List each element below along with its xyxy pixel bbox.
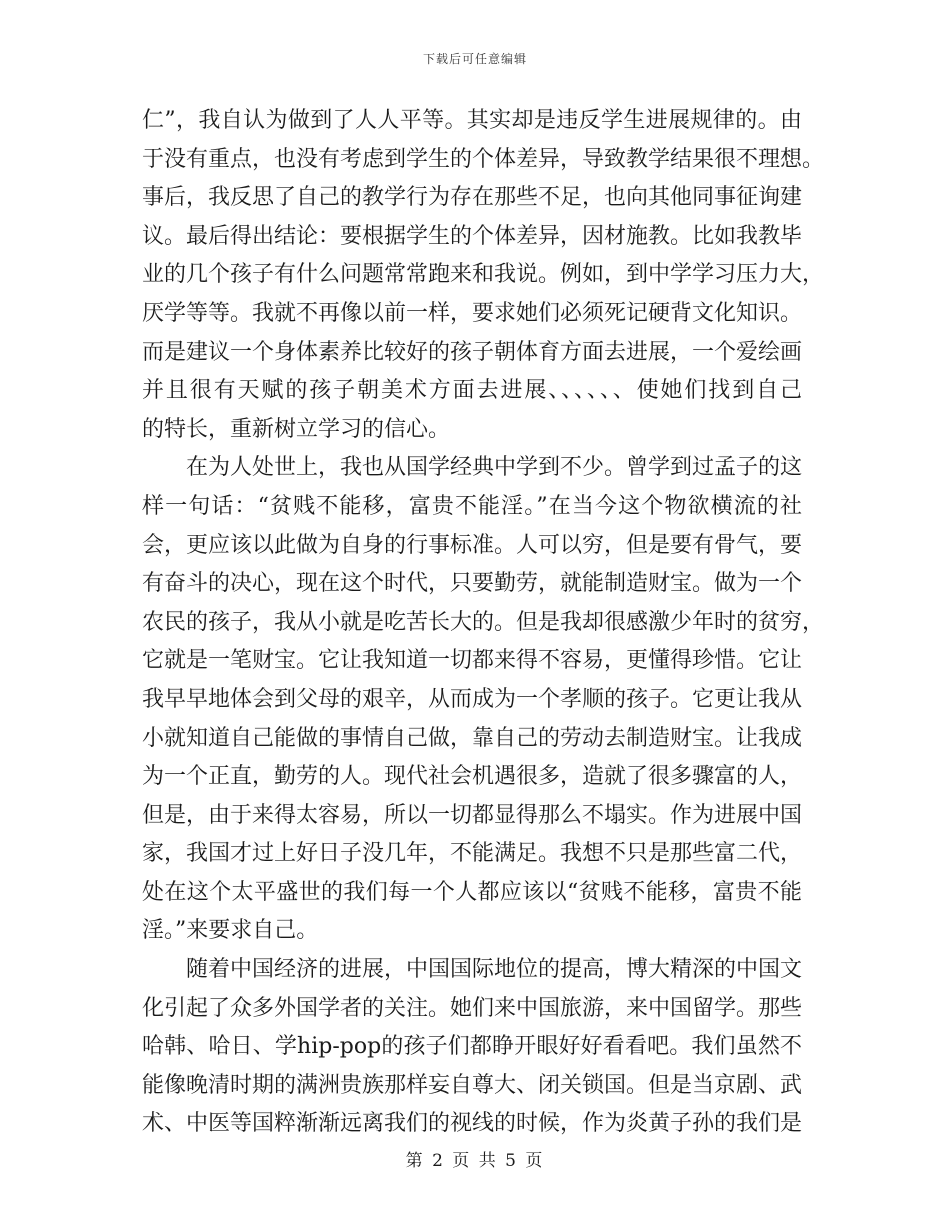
text-line: 我早早地体会到父母的艰辛，从而成为一个孝顺的孩子。它更让我从 xyxy=(142,686,803,712)
text-line: 处在这个太平盛世的我们每一个人都应该以“贫贱不能移，富贵不能 xyxy=(142,879,802,905)
text-line: 厌学等等。我就不再像以前一样，要求她们必须死记硬背文化知识。 xyxy=(142,300,803,326)
text-line: 小就知道自己能做的事情自己做，靠自己的劳动去制造财宝。让我成 xyxy=(142,725,803,751)
page-number-footer: 第 2 页 共 5 页 xyxy=(405,1151,545,1171)
text-line: 在为人处世上，我也从国学经典中学到不少。曾学到过孟子的这 xyxy=(142,455,803,481)
text-line: 有奋斗的决心，现在这个时代，只要勤劳，就能制造财宝。做为一个 xyxy=(142,571,803,597)
text-line: 能像晚清时期的满洲贵族那样妄自尊大、闭关锁国。但是当京剧、武 xyxy=(142,1072,803,1098)
text-line: 但是，由于来得太容易，所以一切都显得那么不塌实。作为进展中国 xyxy=(142,802,803,828)
text-line: 随着中国经济的进展，中国国际地位的提高，博大精深的中国文 xyxy=(142,957,803,983)
text-line: 于没有重点，也没有考虑到学生的个体差异，导致教学结果很不理想。 xyxy=(142,146,825,172)
page-header: 下载后可任意编辑 xyxy=(422,52,527,66)
text-line: 术、中医等国粹渐渐远离我们的视线的时候，作为炎黄子孙的我们是 xyxy=(142,1111,803,1137)
text-line: 它就是一笔财宝。它让我知道一切都来得不容易，更懂得珍惜。它让 xyxy=(142,648,803,674)
text-line: 样一句话：“贫贱不能移，富贵不能淫。”在当今这个物欲横流的社 xyxy=(142,493,802,519)
text-line: 而是建议一个身体素养比较好的孩子朝体育方面去进展，一个爱绘画 xyxy=(142,339,803,365)
text-line: 为一个正直，勤劳的人。现代社会机遇很多，造就了很多骤富的人， xyxy=(142,764,803,790)
text-line: 淫。”来要求自己。 xyxy=(142,918,319,944)
text-line: 会，更应该以此做为自身的行事标准。人可以穷，但是要有骨气，要 xyxy=(142,532,803,558)
text-line: 哈韩、哈日、学hip-pop的孩子们都睁开眼好好看看吧。我们虽然不 xyxy=(142,1034,802,1060)
body-text xyxy=(142,102,825,1144)
text-line: 仁”，我自认为做到了人人平等。其实却是违反学生进展规律的。由 xyxy=(142,108,802,133)
text-line: 的特长，重新树立学习的信心。 xyxy=(142,416,451,442)
text-line: 家，我国才过上好日子没几年，不能满足。我想不只是那些富二代， xyxy=(142,841,803,867)
text-line: 事后，我反思了自己的教学行为存在那些不足，也向其他同事征询建 xyxy=(142,185,803,211)
text-line: 农民的孩子，我从小就是吃苦长大的。但是我却很感激少年时的贫穷， xyxy=(142,609,825,635)
text-line: 议。最后得出结论：要根据学生的个体差异，因材施教。比如我教毕 xyxy=(142,223,803,249)
text-line: 业的几个孩子有什么问题常常跑来和我说。例如，到中学学习压力大， xyxy=(142,262,825,288)
text-line: 化引起了众多外国学者的关注。她们来中国旅游，来中国留学。那些 xyxy=(142,995,803,1021)
text-line: 并且很有天赋的孩子朝美术方面去进展、、、、、、使她们找到自己 xyxy=(142,378,802,404)
